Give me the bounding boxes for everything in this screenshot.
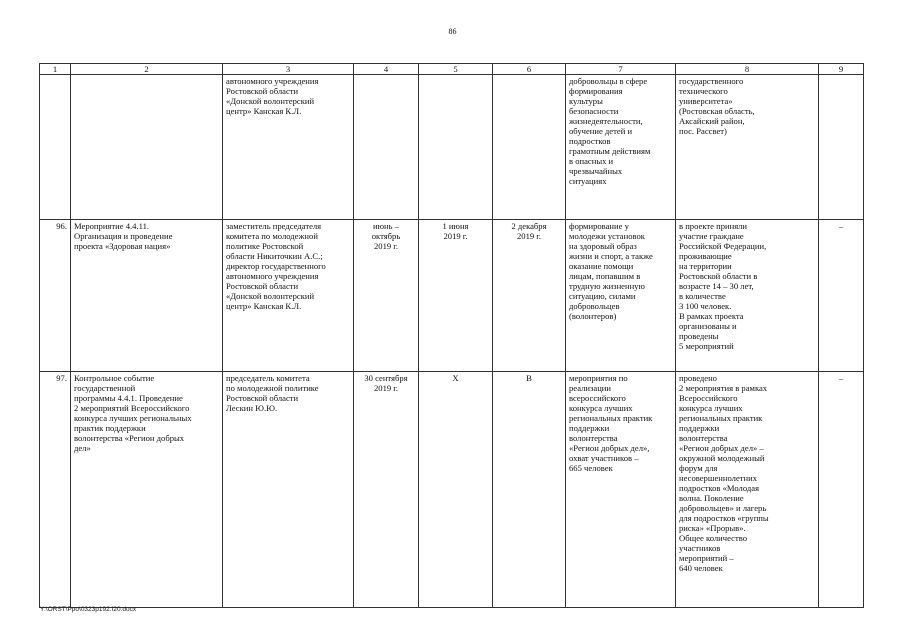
header-col-5: 5: [419, 64, 493, 75]
row-number: [40, 75, 71, 220]
planned-result: добровольцы в сфере формирования культуры безопасности жизнедеятельности, обучение детей и подростков грамотным действиям в опасных и чрезвычайных ситуациях: [566, 75, 676, 220]
actual-result: проведено 2 мероприятия в рамках Всероссийского конкурса лучших региональных практик поддержки волонтерства «Регион добрых дел» – окружной молодежный форум для несовершеннолетних подростков «Молодая волна. Поколение добровольцев» и лагерь для подростков «группы риска» «Прорыв». Общее количество участников мероприятий – 640 человек: [676, 372, 819, 608]
actual-end: [493, 75, 566, 220]
actual-start: [419, 75, 493, 220]
event-name: [71, 75, 223, 220]
note: –: [819, 372, 864, 608]
responsible-person: председатель комитета по молодежной политике Ростовской области Лескин Ю.Ю.: [223, 372, 354, 608]
actual-result: государственного технического университета» (Ростовская область, Аксайский район, пос. Рассвет): [676, 75, 819, 220]
report-table: [39, 63, 864, 608]
planned-period: июнь – октябрь 2019 г.: [354, 220, 419, 372]
header-col-3: 3: [223, 64, 354, 75]
planned-result: мероприятия по реализации всероссийского конкурса лучших региональных практик поддержки волонтерства «Регион добрых дел», охват участников – 665 человек: [566, 372, 676, 608]
planned-period: 30 сентября 2019 г.: [354, 372, 419, 608]
header-col-9: 9: [819, 64, 864, 75]
page-number: 86: [448, 27, 457, 36]
table-row: [40, 220, 864, 372]
actual-start: 1 июня 2019 г.: [419, 220, 493, 372]
row-number: 96.: [40, 220, 71, 372]
event-name: Мероприятие 4.4.11. Организация и проведение проекта «Здоровая нация»: [71, 220, 223, 372]
header-col-4: 4: [354, 64, 419, 75]
table-row: [40, 372, 864, 608]
table-header-row: [40, 64, 864, 75]
actual-result: в проекте приняли участие граждане Российской Федерации, проживающие на территории Ростовской области в возрасте 14 – 30 лет, в количестве 3 100 человек. В рамках проекта организованы и проведены 5 мероприятий: [676, 220, 819, 372]
header-col-7: 7: [566, 64, 676, 75]
note: [819, 75, 864, 220]
header-col-1: 1: [40, 64, 71, 75]
table-row: [40, 75, 864, 220]
planned-period: [354, 75, 419, 220]
actual-end: 2 декабря 2019 г.: [493, 220, 566, 372]
file-path-footer: Y:\ORST\Ppo\0323p192.f20.docx: [40, 606, 137, 613]
note: –: [819, 220, 864, 372]
header-col-8: 8: [676, 64, 819, 75]
header-col-2: 2: [71, 64, 223, 75]
planned-result: формирование у молодежи установок на здоровый образ жизни и спорт, а также оказание помощи лицам, попавшим в трудную жизненную ситуацию, силами добровольцев (волонтеров): [566, 220, 676, 372]
event-name: Контрольное событие государственной программы 4.4.1. Проведение 2 мероприятий Всероссийского конкурса лучших региональных практик поддержки волонтерства «Регион добрых дел»: [71, 372, 223, 608]
header-col-6: 6: [493, 64, 566, 75]
row-number: 97.: [40, 372, 71, 608]
responsible-person: заместитель председателя комитета по молодежной политике Ростовской области Никиточкин А.С.; директор государственного автономного учреждения Ростовской области «Донской волонтерский центр» Канская К.Л.: [223, 220, 354, 372]
actual-end: В: [493, 372, 566, 608]
responsible-person: автономного учреждения Ростовской области «Донской волонтерский центр» Канская К.Л.: [223, 75, 354, 220]
actual-start: X: [419, 372, 493, 608]
